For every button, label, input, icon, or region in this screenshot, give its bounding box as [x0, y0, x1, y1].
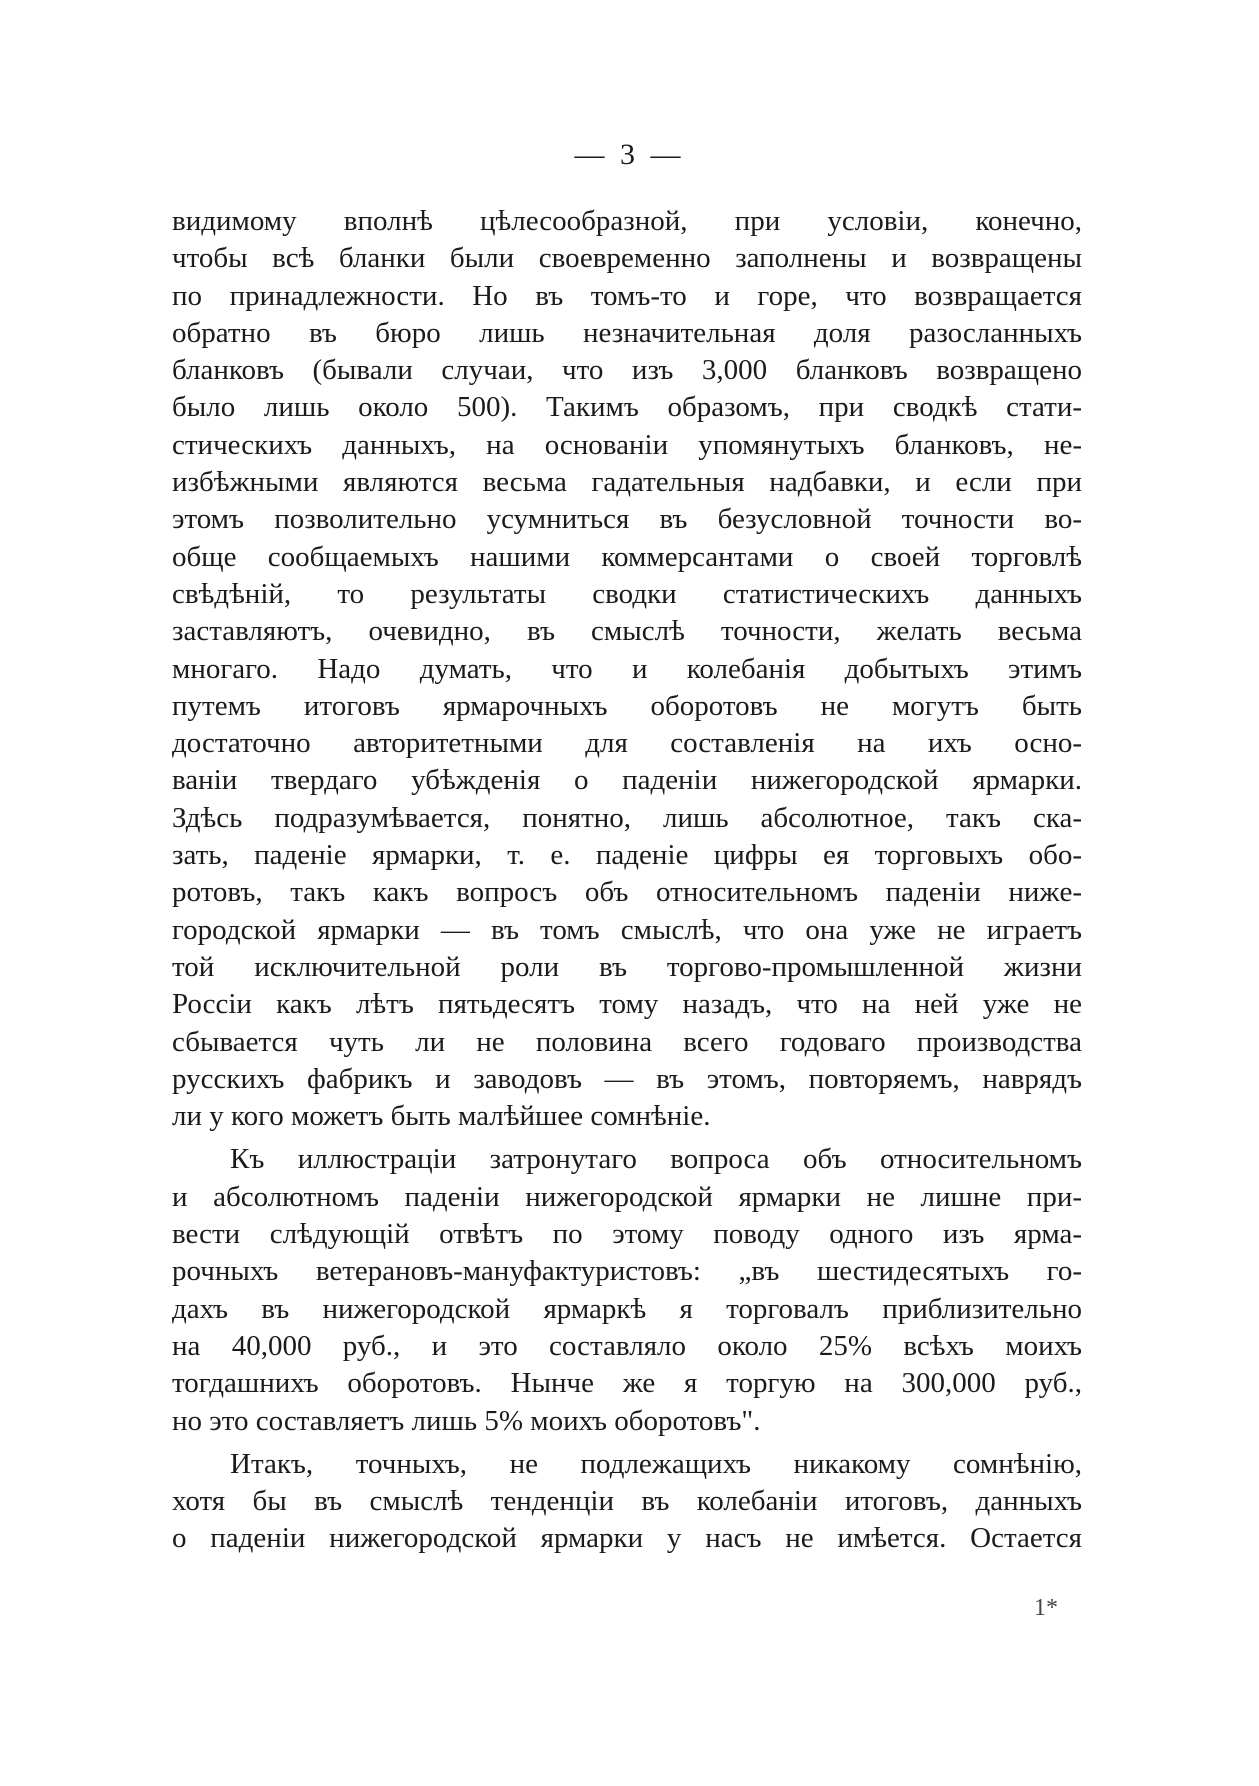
text-line: по принадлежности. Но въ томъ-то и горе, что возвращается — [172, 279, 1082, 312]
text-line: о паденіи нижегородской ярмарки у насъ не имѣется. Остается — [172, 1522, 1082, 1555]
text-line: дахъ въ нижегородской ярмаркѣ я торговалъ приблизительно — [172, 1292, 1082, 1325]
text-line: зать, паденіе ярмарки, т. е. паденіе цифры ея торговыхъ обо- — [172, 839, 1082, 872]
text-line: этомъ позволительно усумниться въ безусловной точности во- — [172, 503, 1082, 536]
text-line: обратно въ бюро лишь незначительная доля разосланныхъ — [172, 316, 1082, 349]
text-line: видимому вполнѣ цѣлесообразной, при условіи, конечно, — [172, 205, 1082, 237]
text-line: путемъ итоговъ ярмарочныхъ оборотовъ не могутъ быть — [172, 689, 1082, 722]
body-text — [172, 203, 1082, 1558]
text-line: русскихъ фабрикъ и заводовъ — въ этомъ, повторяемъ, наврядъ — [172, 1062, 1082, 1095]
text-line: той исключительной роли въ торгово-промышленной жизни — [172, 950, 1082, 983]
text-line: свѣдѣній, то результаты сводки статистическихъ данныхъ — [172, 577, 1082, 610]
text-line: бланковъ (бывали случаи, что изъ 3,000 бланковъ возвращено — [172, 354, 1082, 387]
text-line: Итакъ, точныхъ, не подлежащихъ никакому сомнѣнію, — [230, 1447, 1082, 1480]
text-line: ваніи твердаго убѣжденія о паденіи нижегородской ярмарки. — [172, 764, 1082, 797]
text-line: тогдашнихъ оборотовъ. Нынче же я торгую на 300,000 руб., — [172, 1367, 1082, 1400]
text-line: Россіи какъ лѣтъ пятьдесятъ тому назадъ, что на ней уже не — [172, 988, 1082, 1021]
text-line: на 40,000 руб., и это составляло около 25% всѣхъ моихъ — [172, 1329, 1082, 1362]
text-line: сбывается чуть ли не половина всего годоваго производства — [172, 1025, 1082, 1058]
text-line: стическихъ данныхъ, на основаніи упомянутыхъ бланковъ, не- — [172, 428, 1082, 461]
page-number: — 3 — — [574, 138, 685, 171]
text-line: рочныхъ ветерановъ-мануфактуристовъ: „въ шестидесятыхъ го- — [172, 1255, 1082, 1288]
text-line: но это составляетъ лишь 5% моихъ оборотовъ". — [172, 1404, 761, 1437]
text-line: хотя бы въ смыслѣ тенденціи въ колебаніи итоговъ, данныхъ — [172, 1485, 1082, 1518]
text-line: избѣжными являются весьма гадательныя надбавки, и если при — [172, 466, 1082, 499]
text-line: ли у кого можетъ быть малѣйшее сомнѣніе. — [172, 1100, 711, 1133]
text-line: многаго. Надо думать, что и колебанія добытыхъ этимъ — [172, 652, 1082, 685]
text-line: вести слѣдующій отвѣтъ по этому поводу одного изъ ярма- — [172, 1218, 1082, 1251]
text-line: Здѣсь подразумѣвается, понятно, лишь абсолютное, такъ ска- — [172, 801, 1082, 834]
text-line: чтобы всѣ бланки были своевременно заполнены и возвращены — [172, 242, 1082, 275]
text-line: достаточно авторитетными для составленія на ихъ осно- — [172, 727, 1082, 760]
text-line: городской ярмарки — въ томъ смыслѣ, что она уже не играетъ — [172, 913, 1082, 946]
printer-signature-mark: 1* — [1034, 1595, 1058, 1621]
text-line: заставляютъ, очевидно, въ смыслѣ точности, желать весьма — [172, 615, 1082, 648]
text-line: ротовъ, такъ какъ вопросъ объ относительномъ паденіи нижe- — [172, 876, 1082, 909]
text-line: обще сообщаемыхъ нашими коммерсантами о своей торговлѣ — [172, 540, 1082, 573]
text-line: Къ иллюстраціи затронутаго вопроса объ относительномъ — [230, 1143, 1082, 1176]
text-line: и абсолютномъ паденіи нижегородской ярмарки не лишне при- — [172, 1180, 1082, 1213]
text-line: было лишь около 500). Такимъ образомъ, при сводкѣ стати- — [172, 391, 1082, 424]
